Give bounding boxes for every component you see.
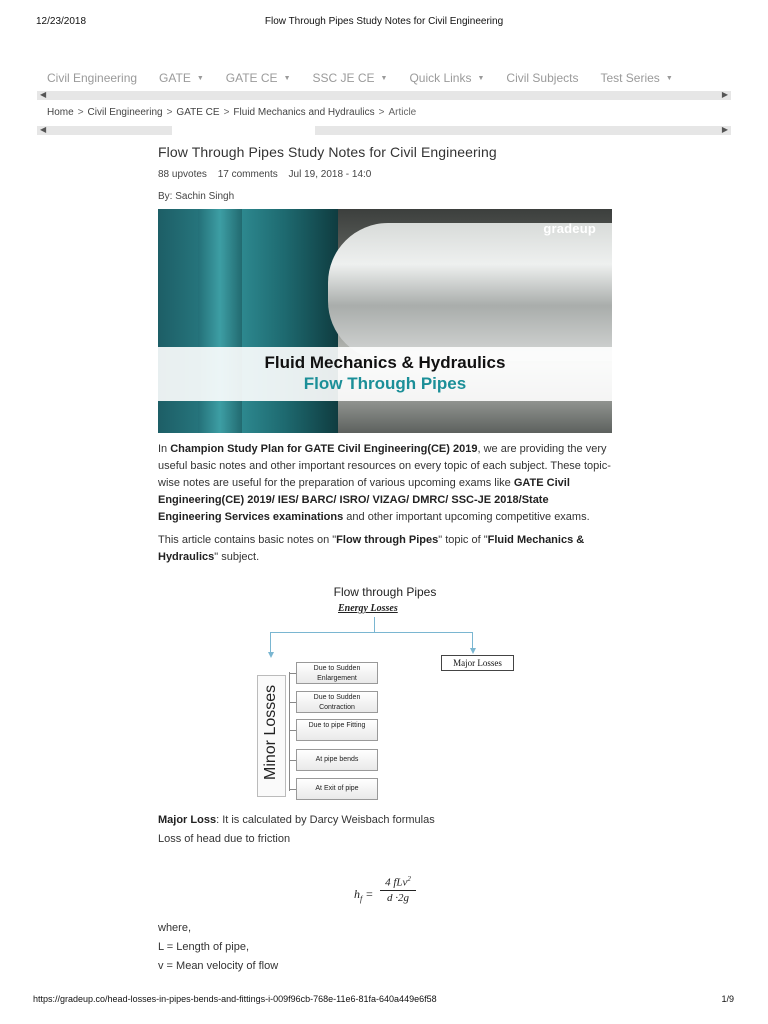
arrow-down-icon	[470, 648, 476, 654]
print-date: 12/23/2018	[36, 16, 87, 27]
text-run: In	[158, 443, 171, 455]
nav-test-series[interactable]	[600, 71, 672, 85]
upvote-count[interactable]: 88 upvotes	[158, 169, 207, 180]
breadcrumb-separator: >	[223, 107, 230, 118]
nav-gate[interactable]	[159, 71, 204, 85]
article-meta	[158, 169, 612, 180]
nav-quick-links[interactable]	[409, 71, 484, 85]
major-loss-text: : It is calculated by Darcy Weisbach formulas	[216, 814, 435, 826]
where-item: L = Length of pipe,	[158, 941, 250, 953]
formula-lhs	[354, 887, 373, 903]
formula-denominator: d ·2g	[387, 891, 409, 904]
diagram-connector	[289, 789, 296, 790]
major-loss-line	[158, 811, 612, 830]
darcy-weisbach-formula	[354, 875, 612, 915]
nav-civil-subjects[interactable]	[506, 71, 578, 85]
caret-down-icon: ▼	[283, 74, 291, 82]
hero-image	[158, 209, 612, 433]
nav-gate-ce[interactable]	[226, 71, 291, 85]
diagram-connector	[374, 617, 375, 632]
minor-loss-item: Due to Sudden Enlargement	[296, 662, 378, 684]
formula-h: h	[354, 887, 360, 901]
formula-equals: =	[365, 887, 374, 901]
minor-loss-item: At pipe bends	[296, 749, 378, 771]
caret-down-icon: ▼	[380, 74, 388, 82]
formula-subscript: f	[360, 894, 363, 904]
nav-label: GATE	[159, 71, 191, 85]
nav-scrollbar[interactable]	[37, 91, 731, 100]
breadcrumb-home[interactable]: Home	[47, 107, 74, 118]
major-loss-section	[158, 811, 612, 849]
text-run: , we are providing the very useful basic notes and other important resources on every topic of each subject. These topic-wise notes are useful for the preparation of various upcoming exams like	[158, 443, 611, 489]
top-navbar	[36, 64, 732, 92]
hero-line-2: Flow Through Pipes	[303, 374, 467, 393]
hero-banner	[158, 347, 612, 401]
nav-label: SSC JE CE	[312, 71, 375, 85]
diagram-connector	[270, 632, 271, 654]
minor-loss-item: Due to Sudden Contraction	[296, 691, 378, 713]
numerator-text: 4 fLv	[385, 876, 408, 889]
caret-down-icon: ▼	[196, 74, 204, 82]
nav-label: Test Series	[600, 71, 660, 85]
gradeup-logo: gradeup	[543, 221, 596, 236]
subject-name: Fluid Mechanics & Hydraulics	[158, 534, 585, 563]
breadcrumb-separator: >	[77, 107, 84, 118]
text-run: and other important upcoming competitive exams.	[343, 511, 590, 523]
topic-name: Flow through Pipes	[336, 534, 439, 546]
study-plan-link[interactable]: Champion Study Plan for GATE Civil Engineering(CE) 2019	[170, 443, 478, 455]
diagram-connector	[270, 632, 472, 633]
diagram-section-title: Flow through Pipes	[333, 585, 437, 599]
nav-civil-engineering[interactable]	[47, 71, 137, 85]
breadcrumb	[47, 107, 416, 118]
article-title: Flow Through Pipes Study Notes for Civil Engineering	[158, 144, 497, 160]
intro-paragraph	[158, 441, 612, 526]
diagram-connector	[289, 760, 296, 761]
numerator-exponent: 2	[407, 875, 411, 883]
caret-down-icon: ▼	[477, 74, 485, 82]
minor-loss-item: Due to pipe Fitting	[296, 719, 378, 741]
caret-down-icon: ▼	[665, 74, 673, 82]
nav-label: Civil Engineering	[47, 71, 138, 85]
publish-date: Jul 19, 2018 - 14:0	[288, 169, 372, 180]
friction-loss-line: Loss of head due to friction	[158, 833, 291, 845]
where-item: v = Mean velocity of flow	[158, 960, 279, 972]
scroll-right-icon[interactable]: ▶	[721, 125, 728, 134]
breadcrumb-separator: >	[166, 107, 173, 118]
minor-losses-label: Minor Losses	[262, 684, 279, 780]
diagram-connector	[472, 632, 473, 648]
print-url: https://gradeup.co/head-losses-in-pipes-bends-and-fittings-i-009f96cb-768e-11e6-81fa-640a449e6f58	[33, 994, 437, 1004]
article-author: By: Sachin Singh	[158, 191, 235, 202]
breadcrumb-current: Article	[388, 107, 417, 118]
formula-numerator	[380, 875, 416, 891]
where-section	[158, 919, 612, 976]
diagram-root-label: Energy Losses	[338, 603, 398, 614]
minor-loss-item: At Exit of pipe	[296, 778, 378, 800]
water-flow-graphic	[328, 223, 612, 361]
major-losses-box: Major Losses	[441, 655, 514, 671]
nav-label: Quick Links	[409, 71, 472, 85]
text-run: " subject.	[214, 551, 260, 563]
where-label: where,	[158, 922, 192, 934]
breadcrumb-fluid-mechanics[interactable]: Fluid Mechanics and Hydraulics	[233, 107, 375, 118]
article	[158, 144, 612, 976]
nav-label: Civil Subjects	[506, 71, 579, 85]
topic-paragraph	[158, 532, 612, 566]
print-title: Flow Through Pipes Study Notes for Civil Engineering	[264, 16, 504, 27]
nav-ssc-je-ce[interactable]	[313, 71, 388, 85]
print-page-number: 1/9	[721, 994, 734, 1004]
scroll-right-icon[interactable]: ▶	[721, 90, 728, 99]
comment-count[interactable]: 17 comments	[217, 169, 278, 180]
scroll-left-icon[interactable]: ◀	[40, 90, 47, 99]
text-run: " topic of "	[438, 534, 488, 546]
formula-fraction	[380, 875, 416, 904]
breadcrumb-separator: >	[378, 107, 385, 118]
arrow-down-icon	[268, 652, 274, 658]
nav-label: GATE CE	[225, 71, 278, 85]
diagram-connector	[289, 673, 296, 674]
energy-losses-diagram	[158, 603, 612, 803]
print-header	[0, 16, 768, 30]
scroll-left-icon[interactable]: ◀	[40, 125, 47, 134]
hero-line-1: Fluid Mechanics & Hydraulics	[264, 353, 506, 372]
text-run: This article contains basic notes on "	[158, 534, 337, 546]
exam-list: GATE Civil Engineering(CE) 2019/ IES/ BARC/ ISRO/ VIZAG/ DMRC/ SSC-JE 2018/State Engineering Services examinations	[158, 477, 570, 523]
breadcrumb-civil-engineering[interactable]: Civil Engineering	[87, 107, 163, 118]
breadcrumb-scrollbar[interactable]	[37, 126, 731, 135]
breadcrumb-gate-ce[interactable]: GATE CE	[176, 107, 220, 118]
diagram-connector	[289, 672, 290, 791]
scroll-thumb[interactable]	[172, 126, 315, 135]
major-loss-label: Major Loss	[158, 814, 217, 826]
diagram-connector	[289, 702, 296, 703]
diagram-connector	[289, 730, 296, 731]
